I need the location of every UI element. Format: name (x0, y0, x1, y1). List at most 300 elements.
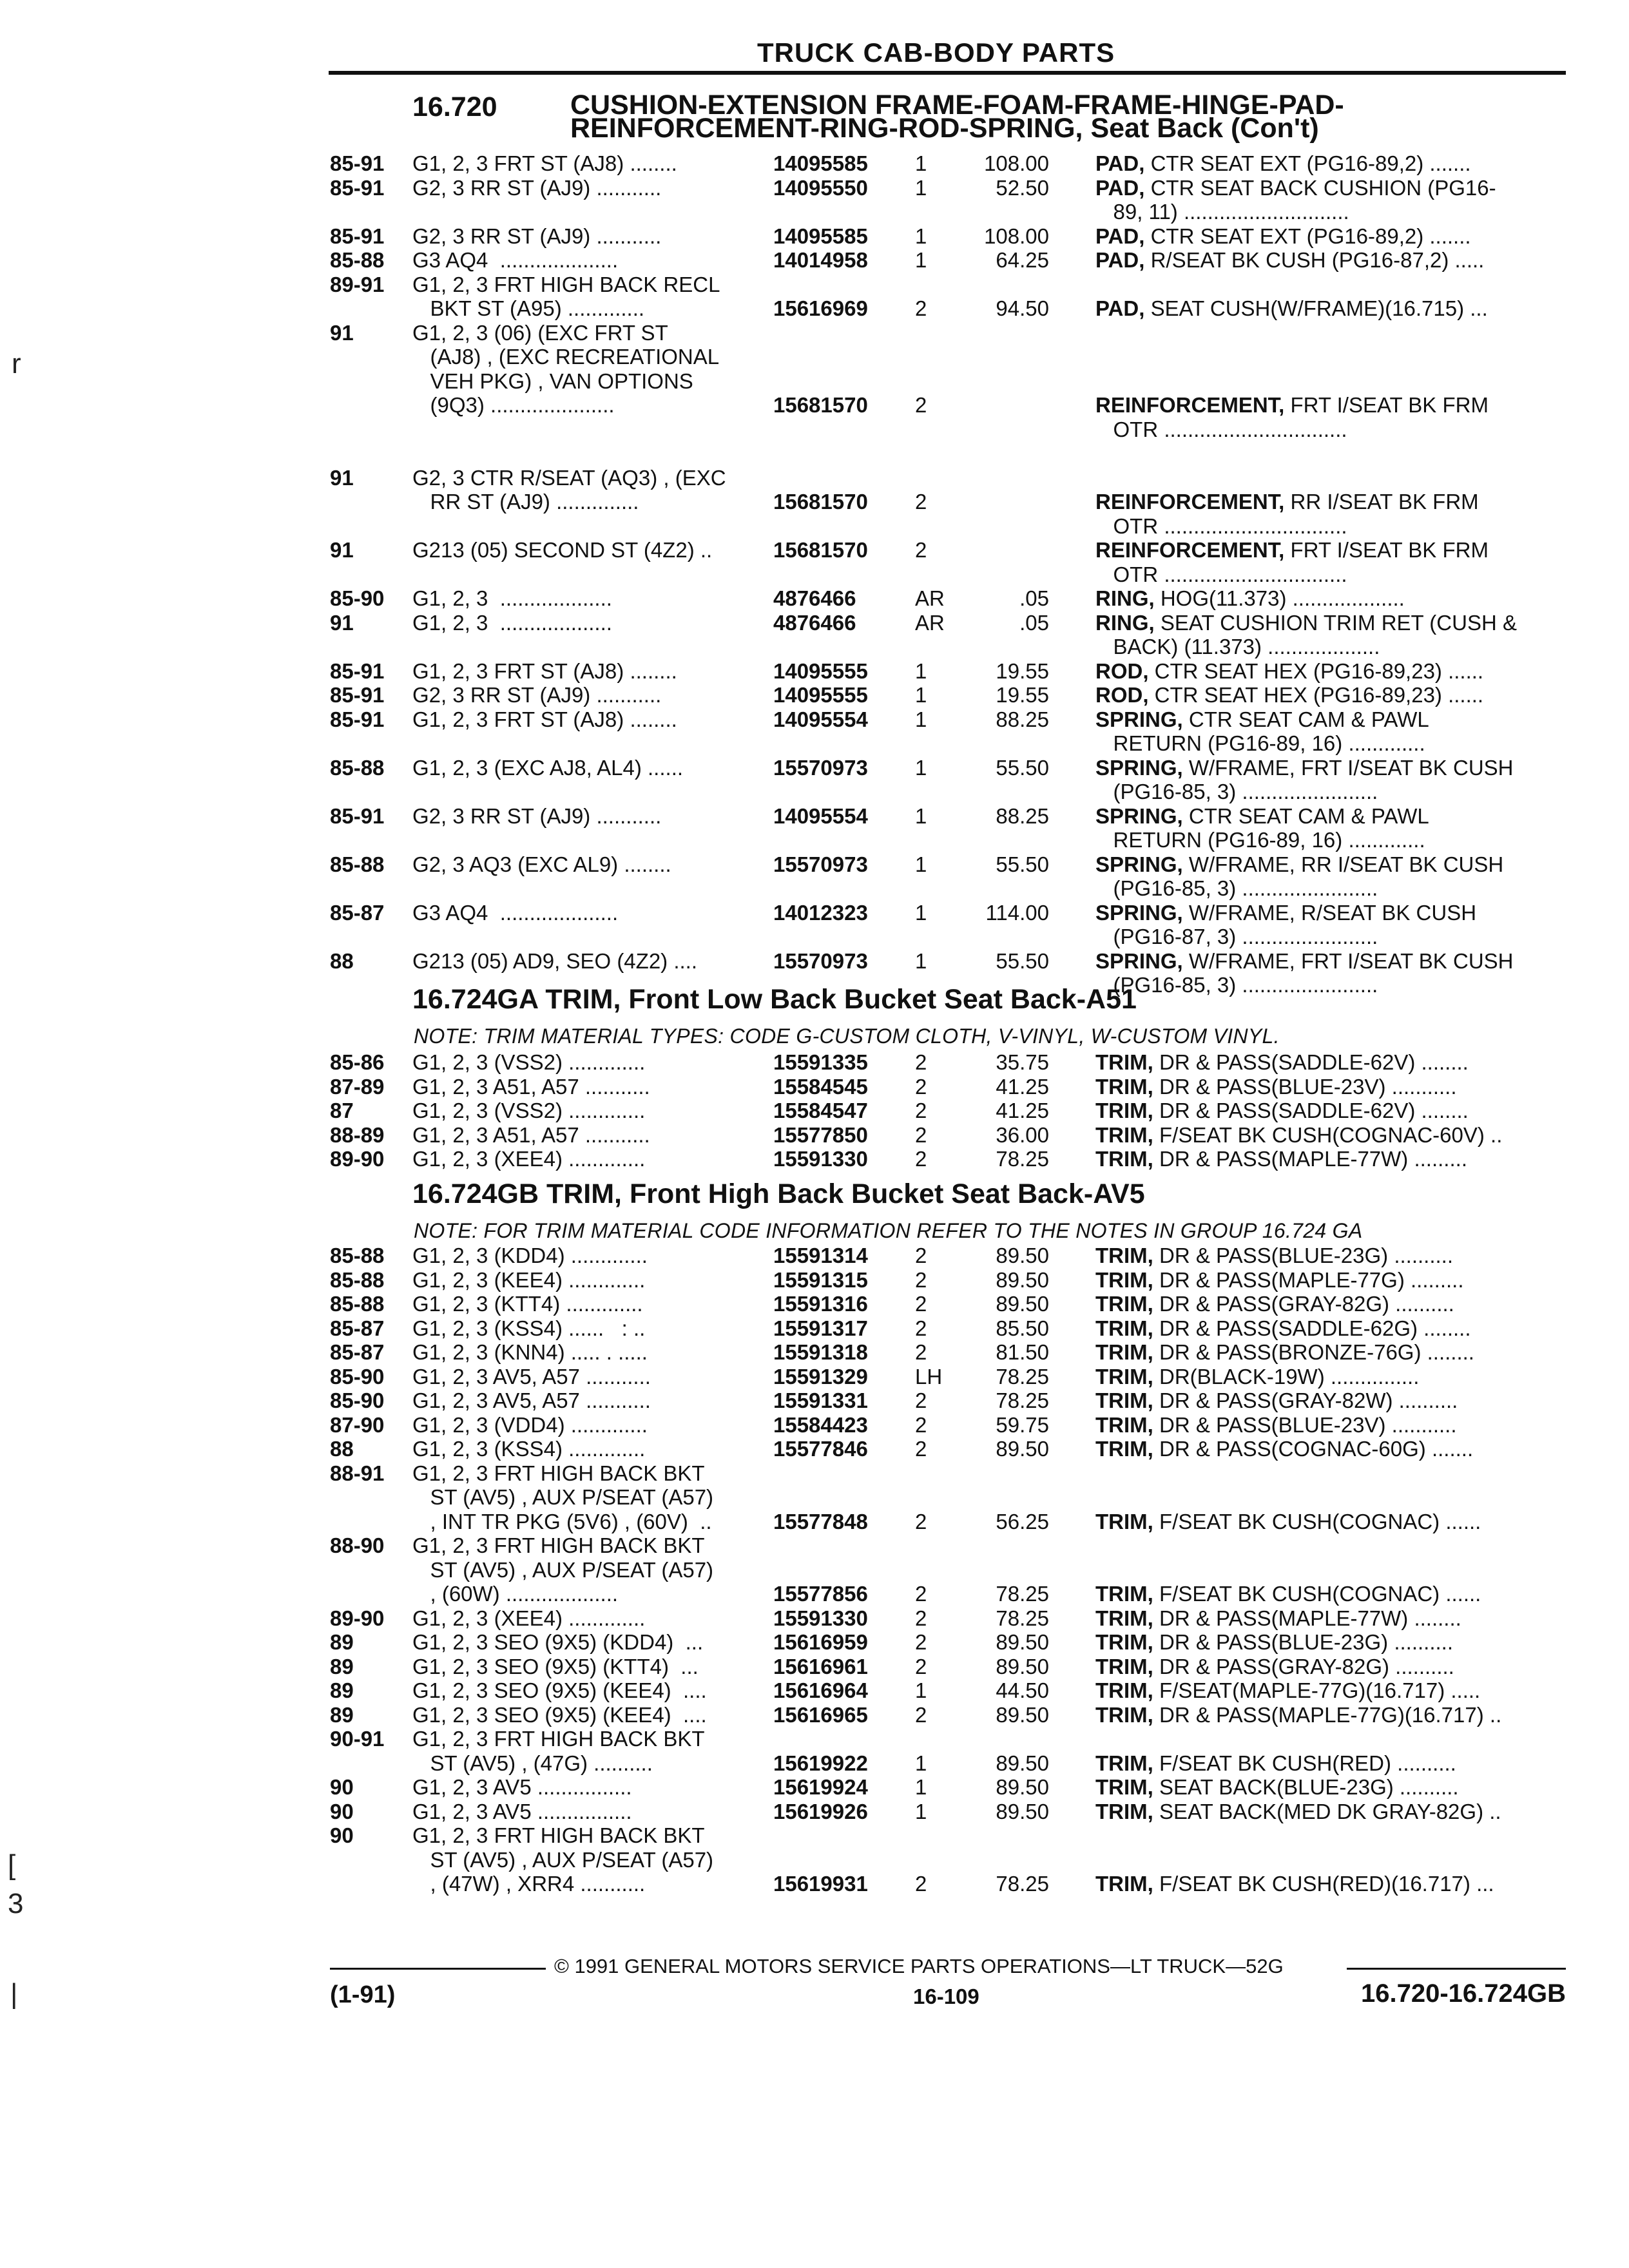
year-range: 89 (330, 1654, 354, 1678)
description-text: DR & PASS(MAPLE-77G)(16.717) .. (1153, 1702, 1502, 1727)
quantity: 2 (915, 296, 927, 320)
description-text: CTR SEAT CAM & PAWL (1182, 803, 1429, 828)
description-text: F/SEAT(MAPLE-77G)(16.717) ..... (1153, 1678, 1481, 1702)
part-number: 15616969 (773, 296, 868, 320)
description (1095, 659, 1483, 683)
description (1095, 1389, 1458, 1412)
application: G1, 2, 3 ................... (412, 586, 612, 610)
description-keyword: TRIM, (1095, 1775, 1153, 1799)
description-keyword: TRIM, (1095, 1292, 1153, 1316)
description-text: SEAT CUSH(W/FRAME)(16.715) ... (1144, 296, 1488, 320)
description (1095, 1365, 1419, 1389)
part-number: 14095585 (773, 151, 868, 175)
description-text: OTR ............................... (1095, 514, 1347, 538)
quantity: 1 (915, 1799, 927, 1823)
quantity: 2 (915, 1702, 927, 1727)
price: 108.00 (984, 151, 1049, 175)
price: 89.50 (996, 1799, 1049, 1823)
price: 89.50 (996, 1751, 1049, 1775)
year-range: 89 (330, 1702, 354, 1727)
quantity: 1 (915, 803, 927, 828)
price: 78.25 (996, 1606, 1049, 1630)
description-text: DR & PASS(SADDLE-62V) ........ (1153, 1099, 1469, 1122)
part-number: 15616959 (773, 1630, 868, 1654)
description-text: BACK) (11.373) ................... (1095, 635, 1380, 658)
part-number: 14014958 (773, 248, 868, 272)
description-keyword: PAD, (1095, 151, 1145, 175)
description (1095, 562, 1347, 586)
description-keyword: ROD, (1095, 683, 1149, 707)
description-text: SEAT CUSHION TRIM RET (CUSH & (1154, 610, 1517, 635)
quantity: 2 (915, 1654, 927, 1678)
description (1095, 1703, 1501, 1727)
year-range: 85-91 (330, 683, 385, 707)
year-range: 85-87 (330, 1316, 385, 1340)
application: G1, 2, 3 FRT HIGH BACK BKT (412, 1823, 705, 1847)
year-range: 91 (330, 610, 354, 635)
application: G213 (05) SECOND ST (4Z2) .. (412, 538, 713, 562)
description-text: CTR SEAT HEX (PG16-89,23) ...... (1148, 658, 1484, 683)
description (1095, 1244, 1453, 1267)
application: (9Q3) ..................... (412, 393, 615, 417)
section-title-ga: 16.724GA TRIM, Front Low Back Bucket Seat Back-A51 (412, 984, 1137, 1015)
application: G1, 2, 3 (VDD4) ............. (412, 1412, 648, 1437)
year-range: 88-89 (330, 1122, 385, 1147)
footer-rule-left (330, 1968, 546, 1970)
price: 89.50 (996, 1292, 1049, 1316)
application: G1, 2, 3 (KSS4) ............. (412, 1437, 646, 1461)
application: G1, 2, 3 FRT HIGH BACK BKT (412, 1727, 705, 1751)
year-range: 85-91 (330, 658, 385, 683)
year-range: 89-90 (330, 1606, 385, 1630)
quantity: 1 (915, 1678, 927, 1702)
part-number: 14095554 (773, 803, 868, 828)
description-text: W/FRAME, FRT I/SEAT BK CUSH (1182, 948, 1514, 973)
part-number: 15577846 (773, 1437, 868, 1461)
quantity: 2 (915, 1316, 927, 1340)
description (1095, 1606, 1461, 1630)
application: G1, 2, 3 (XEE4) ............. (412, 1147, 646, 1171)
description (1095, 611, 1517, 635)
price: 55.50 (996, 852, 1049, 876)
description (1095, 586, 1405, 610)
application: G1, 2, 3 (XEE4) ............. (412, 1606, 646, 1630)
description-text: (PG16-87, 3) ....................... (1095, 925, 1378, 948)
year-range: 85-91 (330, 707, 385, 731)
footer-rule-right (1347, 1968, 1566, 1970)
margin-mark: [ (8, 1849, 16, 1881)
description-keyword: PAD, (1095, 175, 1145, 200)
section-note-ga: NOTE: TRIM MATERIAL TYPES: CODE G-CUSTOM CLOTH, V-VINYL, W-CUSTOM VINYL. (414, 1024, 1280, 1048)
price: 35.75 (996, 1050, 1049, 1074)
description (1095, 852, 1503, 876)
quantity: 1 (915, 151, 927, 175)
application: (AJ8) , (EXC RECREATIONAL (412, 345, 720, 369)
application: G1, 2, 3 FRT HIGH BACK BKT (412, 1533, 705, 1557)
part-number: 15681570 (773, 490, 868, 514)
price: 88.25 (996, 707, 1049, 731)
year-range: 89 (330, 1630, 354, 1654)
quantity: 1 (915, 175, 927, 200)
section-note-gb: NOTE: FOR TRIM MATERIAL CODE INFORMATION REFER TO THE NOTES IN GROUP 16.724 GA (414, 1219, 1363, 1242)
application: G1, 2, 3 FRT ST (AJ8) ........ (412, 658, 677, 683)
description (1095, 1678, 1480, 1702)
description (1095, 176, 1496, 200)
description-text: DR & PASS(BLUE-23V) ........... (1153, 1074, 1457, 1099)
price: 78.25 (996, 1872, 1049, 1896)
application: G1, 2, 3 (VSS2) ............. (412, 1050, 646, 1074)
application: G1, 2, 3 (KEE4) ............. (412, 1267, 646, 1292)
year-range: 85-88 (330, 1267, 385, 1292)
description-keyword: TRIM, (1095, 1316, 1153, 1340)
year-range: 85-90 (330, 1389, 385, 1412)
part-number: 15591331 (773, 1389, 868, 1412)
description-text: DR & PASS(MAPLE-77W) ........ (1153, 1606, 1461, 1630)
description-keyword: RING, (1095, 610, 1155, 635)
description-keyword: TRIM, (1095, 1099, 1153, 1122)
price: 94.50 (996, 296, 1049, 320)
description-keyword: TRIM, (1095, 1751, 1153, 1775)
year-range: 88-91 (330, 1461, 385, 1485)
part-number: 15577856 (773, 1582, 868, 1606)
year-range: 91 (330, 465, 354, 490)
description-text: FRT I/SEAT BK FRM (1284, 393, 1489, 417)
quantity: 2 (915, 1630, 927, 1654)
footer-page-number: 16-109 (913, 1984, 979, 2008)
description-text: SEAT BACK(BLUE-23G) .......... (1153, 1775, 1459, 1799)
description-text: W/FRAME, R/SEAT BK CUSH (1182, 900, 1477, 925)
application: G2, 3 CTR R/SEAT (AQ3) , (EXC (412, 465, 726, 490)
year-range: 89-90 (330, 1147, 385, 1171)
margin-mark: 3 (8, 1888, 24, 1919)
part-number: 15577850 (773, 1122, 868, 1147)
price: 89.50 (996, 1702, 1049, 1727)
description-text: DR & PASS(SADDLE-62V) ........ (1153, 1050, 1469, 1074)
application: G2, 3 RR ST (AJ9) ........... (412, 175, 662, 200)
application: G1, 2, 3 AV5, A57 ........... (412, 1389, 651, 1412)
part-number: 14012323 (773, 900, 868, 925)
footer-date: (1-91) (330, 1981, 396, 2008)
price: 44.50 (996, 1678, 1049, 1702)
application: ST (AV5) , AUX P/SEAT (A57) (412, 1847, 714, 1872)
description-text: DR(BLACK-19W) ............... (1153, 1364, 1420, 1389)
application: G1, 2, 3 SEO (9X5) (KTT4) ... (412, 1654, 699, 1678)
description-keyword: TRIM, (1095, 1678, 1153, 1702)
description (1095, 1340, 1474, 1364)
description (1095, 804, 1429, 828)
quantity: 2 (915, 1509, 927, 1533)
description (1095, 756, 1514, 780)
description-text: SEAT BACK(MED DK GRAY-82G) .. (1153, 1799, 1501, 1823)
quantity: 2 (915, 1606, 927, 1630)
description-keyword: TRIM, (1095, 1630, 1153, 1654)
application: G1, 2, 3 (KTT4) ............. (412, 1292, 643, 1316)
application: G3 AQ4 .................... (412, 900, 619, 925)
description (1095, 731, 1425, 755)
description-keyword: SPRING, (1095, 852, 1183, 876)
price: 52.50 (996, 175, 1049, 200)
year-range: 87 (330, 1099, 354, 1122)
description-keyword: SPRING, (1095, 900, 1183, 925)
part-number: 15591316 (773, 1292, 868, 1316)
description-text: DR & PASS(BLUE-23G) .......... (1153, 1630, 1454, 1654)
section-number: 16.720 (412, 91, 497, 122)
application: G1, 2, 3 AV5, A57 ........... (412, 1364, 651, 1389)
price: 89.50 (996, 1437, 1049, 1461)
quantity: 2 (915, 1074, 927, 1099)
description-keyword: TRIM, (1095, 1340, 1153, 1364)
description-keyword: TRIM, (1095, 1606, 1153, 1630)
application: G1, 2, 3 FRT HIGH BACK BKT (412, 1461, 705, 1485)
application: G2, 3 AQ3 (EXC AL9) ........ (412, 852, 671, 876)
description-text: DR & PASS(GRAY-82G) .......... (1153, 1654, 1454, 1678)
year-range: 85-91 (330, 151, 385, 175)
description-keyword: TRIM, (1095, 1702, 1153, 1727)
description (1095, 1655, 1454, 1678)
year-range: 87-89 (330, 1074, 385, 1099)
year-range: 90 (330, 1823, 354, 1847)
part-number: 15619922 (773, 1751, 868, 1775)
part-number: 15584545 (773, 1074, 868, 1099)
quantity: 1 (915, 900, 927, 925)
price: 55.50 (996, 948, 1049, 973)
description (1095, 635, 1380, 658)
price: 55.50 (996, 755, 1049, 780)
description-keyword: PAD, (1095, 224, 1145, 248)
description-keyword: TRIM, (1095, 1267, 1153, 1292)
price: 89.50 (996, 1244, 1049, 1267)
description-text: DR & PASS(MAPLE-77W) ......... (1153, 1147, 1467, 1171)
description (1095, 1075, 1457, 1099)
price: 89.50 (996, 1630, 1049, 1654)
description-text: FRT I/SEAT BK FRM (1284, 538, 1489, 562)
application: G2, 3 RR ST (AJ9) ........... (412, 683, 662, 707)
application: G1, 2, 3 SEO (9X5) (KEE4) .... (412, 1678, 707, 1702)
quantity: 1 (915, 224, 927, 248)
description-keyword: PAD, (1095, 296, 1145, 320)
application: G1, 2, 3 (KNN4) ..... . ..... (412, 1340, 648, 1364)
price: 89.50 (996, 1267, 1049, 1292)
year-range: 88 (330, 1437, 354, 1461)
description-keyword: TRIM, (1095, 1437, 1153, 1461)
header-rule (329, 71, 1566, 75)
quantity: 2 (915, 393, 927, 417)
year-range: 85-91 (330, 175, 385, 200)
part-number: 15591315 (773, 1267, 868, 1292)
quantity: 2 (915, 1147, 927, 1171)
quantity: AR (915, 610, 945, 635)
description-text: W/FRAME, FRT I/SEAT BK CUSH (1182, 755, 1514, 780)
description-text: OTR ............................... (1095, 562, 1347, 586)
description-text: CTR SEAT HEX (PG16-89,23) ...... (1148, 683, 1484, 707)
year-range: 85-88 (330, 248, 385, 272)
description-text: (PG16-85, 3) ....................... (1095, 780, 1378, 803)
description (1095, 1510, 1481, 1533)
description (1095, 1123, 1502, 1147)
description-keyword: ROD, (1095, 658, 1149, 683)
price: 108.00 (984, 224, 1049, 248)
application: G2, 3 RR ST (AJ9) ........... (412, 224, 662, 248)
quantity: 2 (915, 1437, 927, 1461)
description-keyword: RING, (1095, 586, 1155, 610)
description (1095, 1316, 1471, 1340)
description-text: 89, 11) ............................ (1095, 200, 1349, 224)
quantity: 2 (915, 1099, 927, 1122)
year-range: 85-90 (330, 586, 385, 610)
application: VEH PKG) , VAN OPTIONS (412, 369, 693, 393)
application: G1, 2, 3 (EXC AJ8, AL4) ...... (412, 755, 684, 780)
quantity: 2 (915, 1267, 927, 1292)
application: ST (AV5) , AUX P/SEAT (A57) (412, 1485, 714, 1509)
year-range: 91 (330, 320, 354, 345)
application: G1, 2, 3 FRT HIGH BACK RECL (412, 272, 720, 296)
description-keyword: PAD, (1095, 248, 1145, 272)
year-range: 85-87 (330, 900, 385, 925)
section-title-line1: CUSHION-EXTENSION FRAME-FOAM-FRAME-HINGE-PAD- (570, 90, 1344, 120)
part-number: 15619931 (773, 1872, 868, 1896)
description-text: OTR ............................... (1095, 417, 1347, 441)
part-number: 4876466 (773, 586, 856, 610)
price: 41.25 (996, 1074, 1049, 1099)
part-number: 15591318 (773, 1340, 868, 1364)
description-text: CTR SEAT EXT (PG16-89,2) ....... (1144, 151, 1471, 175)
application: RR ST (AJ9) .............. (412, 490, 639, 514)
description-text: RR I/SEAT BK FRM (1284, 490, 1479, 514)
quantity: 1 (915, 1775, 927, 1799)
price: 89.50 (996, 1775, 1049, 1799)
year-range: 85-91 (330, 224, 385, 248)
year-range: 89-91 (330, 272, 385, 296)
description-text: DR & PASS(GRAY-82G) .......... (1153, 1292, 1454, 1316)
part-number: 15591330 (773, 1147, 868, 1171)
quantity: 2 (915, 1292, 927, 1316)
description-text: RETURN (PG16-89, 16) ............. (1095, 731, 1425, 755)
quantity: AR (915, 586, 945, 610)
description-text: F/SEAT BK CUSH(COGNAC) ...... (1153, 1582, 1481, 1606)
description-keyword: SPRING, (1095, 948, 1183, 973)
description-keyword: TRIM, (1095, 1122, 1153, 1147)
part-number: 15616964 (773, 1678, 868, 1702)
quantity: 2 (915, 1872, 927, 1896)
price: .05 (1019, 586, 1049, 610)
description (1095, 1147, 1467, 1171)
quantity: 2 (915, 1122, 927, 1147)
description (1095, 1775, 1459, 1799)
description-keyword: TRIM, (1095, 1074, 1153, 1099)
price: 78.25 (996, 1582, 1049, 1606)
part-number: 15584423 (773, 1412, 868, 1437)
description (1095, 490, 1479, 514)
page-header: TRUCK CAB-BODY PARTS (757, 37, 1115, 68)
description-keyword: SPRING, (1095, 755, 1183, 780)
description (1095, 1582, 1481, 1606)
description-keyword: TRIM, (1095, 1654, 1153, 1678)
footer-section-range: 16.720-16.724GB (1360, 1979, 1566, 2008)
quantity: 1 (915, 658, 927, 683)
year-range: 85-91 (330, 803, 385, 828)
price: 19.55 (996, 683, 1049, 707)
quantity: 2 (915, 1582, 927, 1606)
description-text: DR & PASS(MAPLE-77G) ......... (1153, 1267, 1464, 1292)
application: G1, 2, 3 AV5 ................ (412, 1775, 632, 1799)
quantity: 2 (915, 1050, 927, 1074)
description (1095, 248, 1484, 272)
price: 114.00 (985, 900, 1049, 925)
application: G3 AQ4 .................... (412, 248, 619, 272)
year-range: 90-91 (330, 1727, 385, 1751)
part-number: 14095554 (773, 707, 868, 731)
application: , (47W) , XRR4 ........... (412, 1872, 646, 1896)
part-number: 4876466 (773, 610, 856, 635)
application: G2, 3 RR ST (AJ9) ........... (412, 803, 662, 828)
description (1095, 707, 1429, 731)
margin-mark: r (12, 348, 21, 380)
description (1095, 973, 1378, 997)
description-text: DR & PASS(COGNAC-60G) ....... (1153, 1437, 1474, 1461)
part-number: 15591329 (773, 1364, 868, 1389)
quantity: 2 (915, 1389, 927, 1412)
description (1095, 200, 1349, 224)
part-number: 14095555 (773, 658, 868, 683)
price: .05 (1019, 610, 1049, 635)
description (1095, 1050, 1469, 1074)
description-keyword: TRIM, (1095, 1582, 1153, 1606)
application: G1, 2, 3 (KDD4) ............. (412, 1244, 648, 1267)
description-text: W/FRAME, RR I/SEAT BK CUSH (1182, 852, 1504, 876)
quantity: 1 (915, 683, 927, 707)
description (1095, 901, 1476, 925)
application: G1, 2, 3 SEO (9X5) (KEE4) .... (412, 1702, 707, 1727)
application: G1, 2, 3 AV5 ................ (412, 1799, 632, 1823)
year-range: 90 (330, 1799, 354, 1823)
footer-copyright: © 1991 GENERAL MOTORS SERVICE PARTS OPERATIONS—LT TRUCK—52G (554, 1955, 1284, 1977)
quantity: 2 (915, 1412, 927, 1437)
part-number: 15570973 (773, 852, 868, 876)
section-title-gb: 16.724GB TRIM, Front High Back Bucket Seat Back-AV5 (412, 1178, 1145, 1209)
description-keyword: TRIM, (1095, 1389, 1153, 1412)
quantity: 1 (915, 755, 927, 780)
description (1095, 224, 1471, 248)
description-text: F/SEAT BK CUSH(COGNAC-60V) .. (1153, 1122, 1503, 1147)
description (1095, 393, 1489, 417)
price: 64.25 (996, 248, 1049, 272)
part-number: 15681570 (773, 393, 868, 417)
description-text: DR & PASS(BLUE-23G) .......... (1153, 1244, 1454, 1267)
description (1095, 876, 1378, 900)
part-number: 15570973 (773, 755, 868, 780)
part-number: 15584547 (773, 1099, 868, 1122)
application: G1, 2, 3 (KSS4) ...... : .. (412, 1316, 646, 1340)
description (1095, 418, 1347, 441)
price: 36.00 (996, 1122, 1049, 1147)
description (1095, 780, 1378, 803)
part-number: 15619924 (773, 1775, 868, 1799)
year-range: 85-88 (330, 1244, 385, 1267)
price: 81.50 (996, 1340, 1049, 1364)
description-keyword: TRIM, (1095, 1147, 1153, 1171)
description (1095, 1630, 1453, 1654)
description-text: DR & PASS(SADDLE-62G) ........ (1153, 1316, 1471, 1340)
description-keyword: TRIM, (1095, 1364, 1153, 1389)
description (1095, 828, 1425, 852)
part-number: 14095550 (773, 175, 868, 200)
description-text: F/SEAT BK CUSH(RED)(16.717) ... (1153, 1872, 1494, 1896)
year-range: 85-87 (330, 1340, 385, 1364)
description-text: RETURN (PG16-89, 16) ............. (1095, 828, 1425, 852)
description-keyword: SPRING, (1095, 707, 1183, 731)
application: ST (AV5) , (47G) .......... (412, 1751, 653, 1775)
description-keyword: TRIM, (1095, 1872, 1153, 1896)
